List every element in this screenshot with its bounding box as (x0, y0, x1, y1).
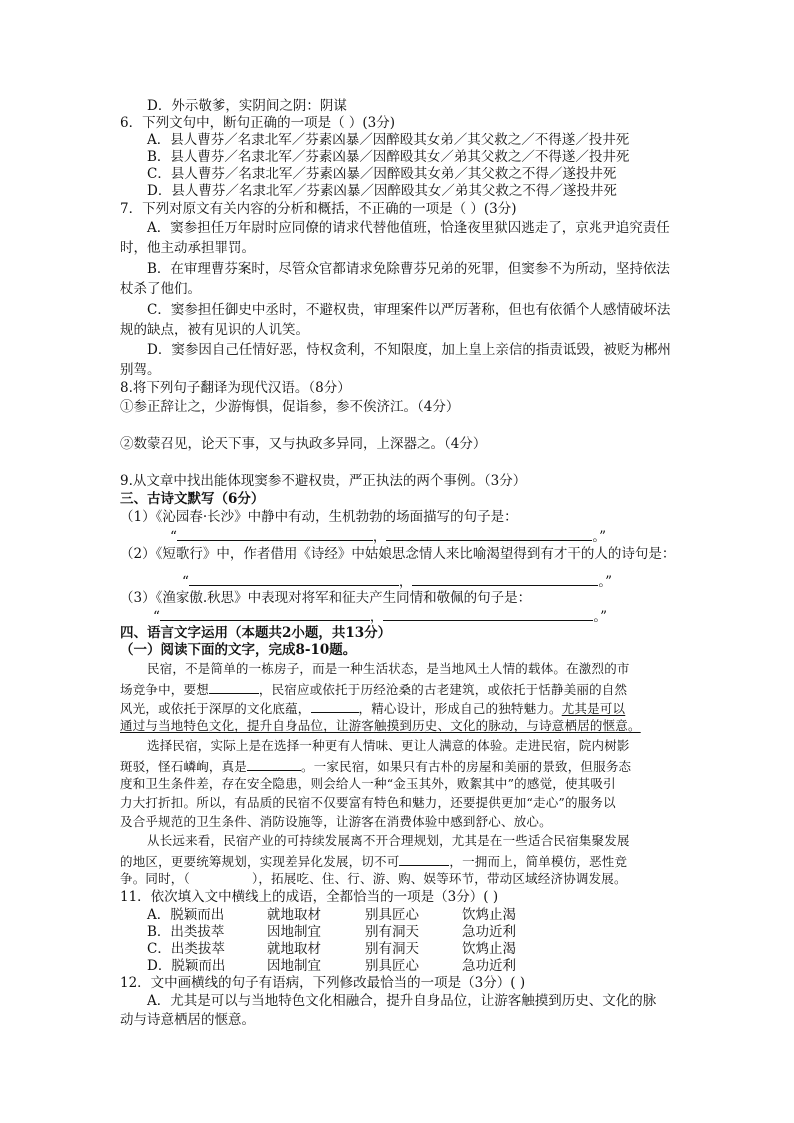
q9-stem: 9.从文章中找出能体现窦参不避权贵，严正执法的两个事例。（3分） (120, 473, 527, 489)
q8-sentence-1: ①参正辞让之，少游悔惧，促诣参，参不俟济江。（4分） (120, 399, 460, 415)
passage-p1-line1: 民宿，不是简单的一栋房子，而是一种生活状态，是当地风土人情的载体。在激烈的市 (147, 661, 630, 676)
passage-p2-line5: 及合乎规范的卫生条件、消防设施等，让游客在消费体验中感到舒心、放心。 (120, 814, 552, 829)
q7-option-c-line2: 规的缺点，被有见识的人讥笑。 (120, 322, 309, 338)
q11-d-2: 因地制宜 (267, 958, 321, 974)
passage-p2-line4: 力大打折扣。所以，有品质的民宿不仅要富有特色和魅力，还要提供更加“走心”的服务以 (120, 795, 616, 810)
q11-b-3: 别有洞天 (365, 924, 419, 940)
underlined-sentence: 通过与当地特色文化，提升自身品位，让游客触摸到历史、文化的脉动，与诗意栖居的惬意。 (120, 718, 641, 733)
q12-stem: 12．文中画横线的句子有语病，下列修改最恰当的一项是（3分）( ) (120, 975, 526, 991)
q11-d-3: 别具匠心 (365, 958, 419, 974)
passage-p3-line3: 争。同时，（ ），拓展吃、住、行、游、购、娱等环节，带动区域经济协调发展。 (120, 871, 627, 886)
q7-option-d-line1: D．窦参因自己任情好恶，恃权贪利，不知限度，加上皇上亲信的指责诋毁，被贬为郴州 (147, 342, 671, 358)
q11-b-1: B．出类拔萃 (147, 924, 225, 940)
q6-option-a: A．县人曹芬／名隶北军／芬素凶暴／因醉殴其女弟／其父救之／不得遂／投井死 (147, 132, 630, 148)
answer-blank[interactable] (177, 526, 373, 541)
q8-sentence-2: ②数蒙召见，论天下事，又与执政多异同，上深器之。（4分） (120, 436, 487, 452)
answer-blank[interactable] (412, 571, 598, 586)
q11-c-3: 别有洞天 (365, 941, 419, 957)
q11-c-2: 就地取材 (267, 941, 321, 957)
q11-a-4: 饮鸩止渴 (462, 907, 516, 923)
q7-option-a-line1: A．窦参担任万年尉时应同僚的请求代替他值班，恰逢夜里狱囚逃走了，京兆尹追究责任 (147, 220, 670, 236)
q7-option-a-line2: 时，他主动承担罪罚。 (120, 240, 255, 256)
fill-blank-1[interactable] (209, 679, 259, 694)
fill-blank-3[interactable] (247, 756, 301, 771)
q11-a-2: 就地取材 (267, 907, 321, 923)
q12-option-a-line1: A．尤其是可以与当地特色文化相融合，提升自身品位，让游客触摸到历史、文化的脉 (147, 993, 657, 1009)
q5-option-d: D．外示敬爹，实阴间之阴：阴谋 (147, 98, 347, 114)
answer-blank[interactable] (386, 526, 592, 541)
q11-stem: 11．依次填入文中横线上的成语，全都恰当的一项是（3分）( ) (120, 889, 499, 905)
passage-p1-line2: 场竞争中，要想 ，民宿应或依托于历经沧桑的古老建筑，或依托于恬静美丽的自然 (120, 679, 627, 699)
section-4-title: 四、语言文字运用（本题共2小题，共13分） (120, 625, 392, 641)
q7-stem: 7．下列对原文有关内容的分析和概括，不正确的一项是（ ）(3分) (120, 201, 517, 217)
q11-c-1: C．出类拔萃 (147, 941, 225, 957)
q8-stem: 8.将下列句子翻译为现代汉语。（8分） (120, 380, 351, 396)
underlined-sentence-start: 尤其是可以 (561, 701, 626, 716)
q11-a-3: 别具匠心 (365, 907, 419, 923)
section-3-title: 三、古诗文默写（6分） (120, 491, 265, 507)
q7-option-b-line1: B．在审理曹芬案时，尽管众官都请求免除曹芬兄弟的死罪，但窦参不为所动，坚持依法 (147, 261, 670, 277)
q11-b-4: 急功近利 (462, 924, 516, 940)
q6-option-b: B．县人曹芬／名隶北军／芬素凶暴／因醉殴其女／弟其父救之／不得遂／投井死 (147, 149, 630, 165)
q11-b-2: 因地制宜 (267, 924, 321, 940)
q7-option-d-line2: 别驾。 (120, 362, 161, 378)
section-4-subtitle: （一）阅读下面的文字，完成8-10题。 (120, 642, 357, 658)
passage-p3-line1: 从长远来看，民宿产业的可持续发展离不开合理规划，尤其是在一些适合民宿集聚发展 (147, 833, 630, 848)
passage-p2-line1: 选择民宿，实际上是在选择一种更有人情味、更让人满意的体验。走进民宿，院内树影 (147, 738, 630, 753)
recitation-answer-1[interactable]: “ ， 。” (170, 526, 606, 546)
q12-option-a-line2: 动与诗意栖居的惬意。 (120, 1012, 255, 1028)
answer-blank[interactable] (189, 571, 399, 586)
recitation-answer-2[interactable]: “ ， 。” (182, 571, 612, 591)
recitation-answer-3[interactable]: “ ， 。” (153, 606, 607, 626)
q7-option-c-line1: C．窦参担任御史中丞时，不避权贵，审理案件以严厉著称，但也有依循个人感情破坏法 (147, 302, 671, 318)
q7-option-b-line2: 杖杀了他们。 (120, 281, 201, 297)
recitation-item-2: （2）《短歌行》中，作者借用《诗经》中姑娘思念情人来比喻渴望得到有才干的人的诗句是： (120, 546, 676, 562)
q11-c-4: 饮鸩止渴 (462, 941, 516, 957)
recitation-item-3: （3）《渔家傲.秋思》中表现对将军和征夫产生同情和敬佩的句子是： (120, 590, 532, 606)
passage-p3-line2: 的地区，更要统筹规划，实现差异化发展，切不可 ，一拥而上，简单模仿，恶性竞 (120, 851, 627, 871)
answer-blank[interactable] (160, 606, 370, 621)
q11-a-1: A．脱颖而出 (147, 907, 225, 923)
q6-stem: 6．下列文句中，断句正确的一项是（ ）(3分) (120, 115, 396, 131)
passage-p2-line2: 斑驳，怪石嶙峋，真是 。一家民宿，如果只有古朴的房屋和美丽的景致，但服务态 (120, 756, 631, 776)
q11-d-4: 急功近利 (462, 958, 516, 974)
fill-blank-4[interactable] (399, 851, 449, 866)
q6-option-c: C．县人曹芬／名隶北军／芬素凶暴／因醉殴其女弟／其父救之不得／遂投井死 (147, 166, 617, 182)
recitation-item-1: （1）《沁园春·长沙》中静中有动，生机勃勃的场面描写的句子是： (120, 509, 518, 525)
answer-blank[interactable] (383, 606, 593, 621)
q6-option-d: D．县人曹芬／名隶北军／芬素凶暴／因醉殴其女／弟其父救之不得／遂投井死 (147, 183, 617, 199)
passage-p2-line3: 度和卫生条件差，存在安全隐患，则会给人一种“金玉其外，败絮其中”的感觉，使其吸引 (120, 776, 616, 791)
q11-d-1: D．脱颖而出 (147, 958, 226, 974)
fill-blank-2[interactable] (311, 698, 359, 713)
passage-p1-line3: 风光，或依托于深厚的文化底蕴， ，精心设计，形成自己的独特魅力。尤其是可以 (120, 698, 625, 718)
